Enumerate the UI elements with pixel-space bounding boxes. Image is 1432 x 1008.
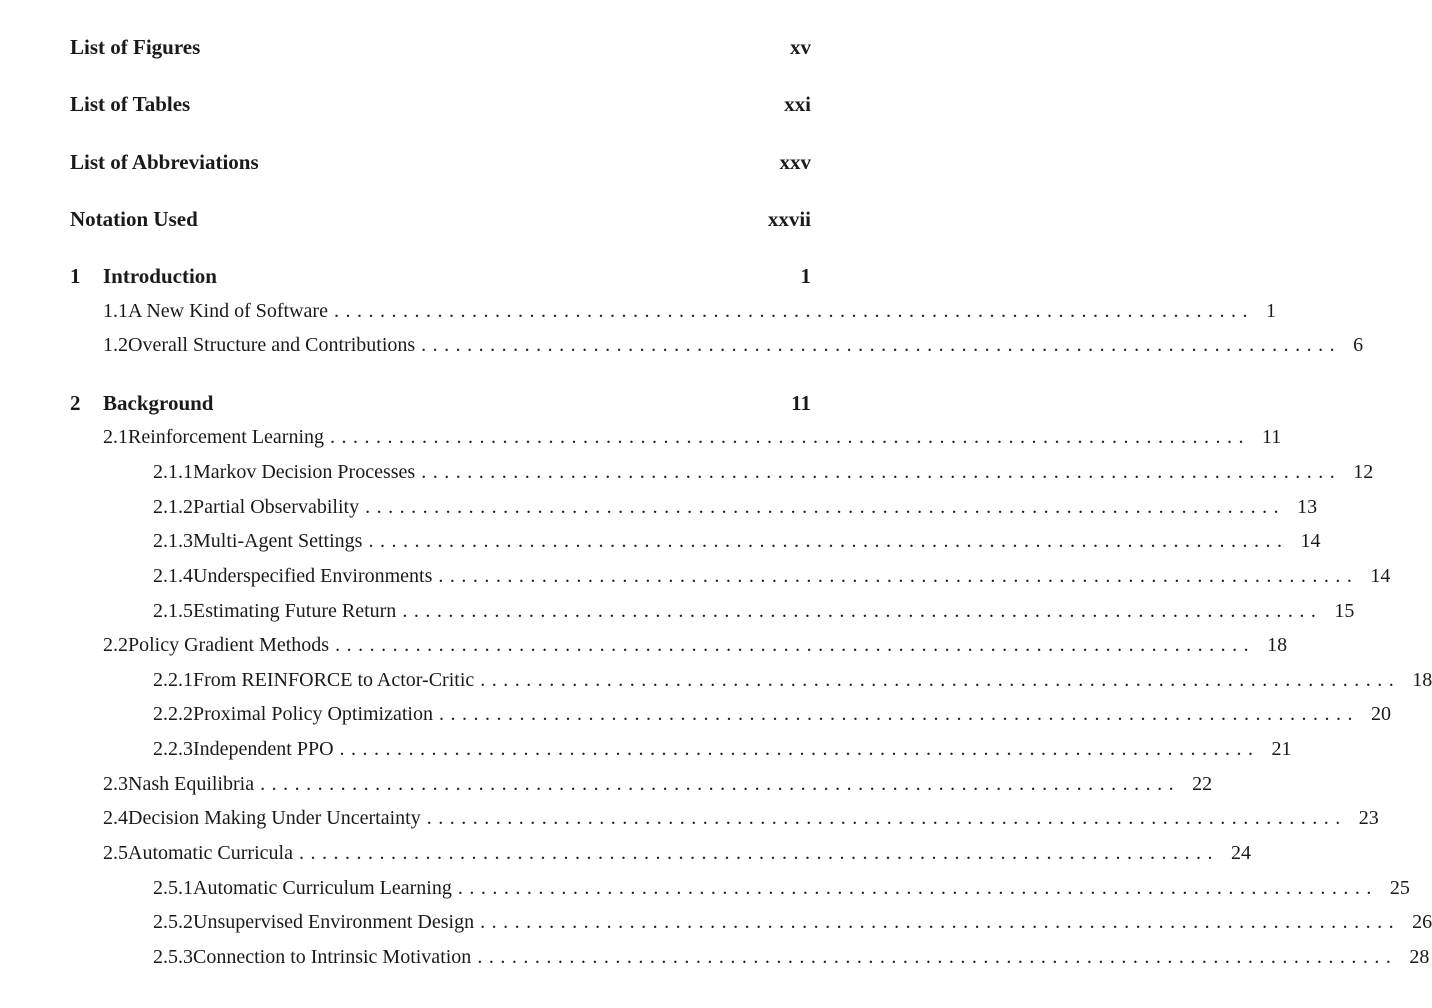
- toc-subsection-2-2-3[interactable]: [70, 736, 1292, 762]
- section-page-number: 1: [1265, 300, 1276, 322]
- dot-leader: ................................................................................: [457, 877, 1378, 899]
- toc-subsection-2-2-1[interactable]: [70, 667, 1432, 693]
- subsection-number: 2.5.1: [153, 877, 193, 899]
- section-page-number: 22: [1192, 773, 1213, 795]
- subsection-number: 2.2.3: [153, 738, 193, 760]
- subsection-page-number: 28: [1409, 946, 1430, 968]
- chapter-number: 1: [70, 264, 81, 288]
- section-page-number: 23: [1358, 807, 1379, 829]
- section-number: 2.1: [103, 426, 128, 448]
- toc-subsection-2-1-4[interactable]: [70, 563, 1391, 589]
- toc-section-1-2[interactable]: [70, 332, 1364, 358]
- dot-leader: ................................................................................: [339, 738, 1260, 760]
- dot-leader: ................................................................................: [333, 300, 1254, 322]
- dot-leader: ................................................................................: [402, 600, 1323, 622]
- entry-page-number: xxi: [784, 92, 811, 116]
- toc-section-2-5[interactable]: [70, 840, 1251, 866]
- toc-chapter-2[interactable]: [70, 390, 811, 416]
- toc-section-2-1[interactable]: [70, 424, 1282, 450]
- chapter-number: 2: [70, 391, 81, 415]
- subsection-page-number: 14: [1370, 565, 1391, 587]
- toc-subsection-2-1-1[interactable]: [70, 459, 1374, 485]
- toc-subsection-2-5-3[interactable]: [70, 944, 1430, 970]
- subsection-number: 2.5.2: [153, 911, 193, 933]
- subsection-title: Automatic Curriculum Learning: [193, 877, 452, 899]
- entry-title: List of Figures: [70, 35, 201, 59]
- toc-subsection-2-1-3[interactable]: [70, 528, 1321, 554]
- dot-leader: ................................................................................: [365, 496, 1286, 518]
- toc-subsection-2-5-1[interactable]: [70, 875, 1410, 901]
- section-title: Decision Making Under Uncertainty: [128, 807, 421, 829]
- toc-subsection-2-1-2[interactable]: [70, 494, 1318, 520]
- subsection-title: Independent PPO: [193, 738, 334, 760]
- dot-leader: ................................................................................: [438, 703, 1359, 725]
- section-number: 2.5: [103, 842, 128, 864]
- section-title: Nash Equilibria: [128, 773, 255, 795]
- subsection-number: 2.1.3: [153, 530, 193, 552]
- dot-leader: ................................................................................: [426, 807, 1347, 829]
- subsection-page-number: 26: [1412, 911, 1432, 933]
- subsection-title: Estimating Future Return: [193, 600, 397, 622]
- toc-subsection-2-5-2[interactable]: [70, 909, 1432, 935]
- dot-leader: ................................................................................: [438, 565, 1359, 587]
- toc-subsection-2-1-5[interactable]: [70, 598, 1355, 624]
- subsection-title: Partial Observability: [193, 496, 360, 518]
- toc-entry-notation-used[interactable]: [70, 206, 811, 232]
- subsection-title: Markov Decision Processes: [193, 461, 416, 483]
- toc-section-1-1[interactable]: [70, 298, 1276, 324]
- entry-page-number: xxv: [779, 150, 811, 174]
- section-number: 2.2: [103, 634, 128, 656]
- entry-page-number: xxvii: [767, 207, 811, 231]
- dot-leader: ................................................................................: [368, 530, 1289, 552]
- chapter-page-number: 11: [791, 391, 811, 415]
- entry-page-number: xv: [790, 35, 811, 59]
- subsection-number: 2.5.3: [153, 946, 193, 968]
- entry-title: List of Tables: [70, 92, 191, 116]
- dot-leader: ................................................................................: [421, 334, 1342, 356]
- section-title: Automatic Curricula: [128, 842, 293, 864]
- toc-section-2-2[interactable]: [70, 632, 1288, 658]
- section-number: 2.3: [103, 773, 128, 795]
- subsection-title: Connection to Intrinsic Motivation: [193, 946, 472, 968]
- section-title: A New Kind of Software: [128, 300, 328, 322]
- toc-entry-list-of-tables[interactable]: [70, 91, 811, 117]
- toc-section-2-3[interactable]: [70, 771, 1213, 797]
- toc-entry-list-of-abbreviations[interactable]: [70, 149, 811, 175]
- toc-section-2-4[interactable]: [70, 805, 1379, 831]
- subsection-page-number: 14: [1300, 530, 1321, 552]
- subsection-page-number: 13: [1297, 496, 1318, 518]
- entry-title: List of Abbreviations: [70, 150, 259, 174]
- dot-leader: ................................................................................: [298, 842, 1219, 864]
- subsection-title: Multi-Agent Settings: [193, 530, 363, 552]
- chapter-page-number: 1: [800, 264, 811, 288]
- dot-leader: ................................................................................: [480, 911, 1401, 933]
- subsection-page-number: 25: [1389, 877, 1410, 899]
- subsection-number: 2.1.5: [153, 600, 193, 622]
- subsection-number: 2.2.1: [153, 669, 193, 691]
- section-page-number: 11: [1262, 426, 1282, 448]
- dot-leader: ................................................................................: [260, 773, 1181, 795]
- toc-chapter-1[interactable]: [70, 263, 811, 289]
- subsection-title: Unsupervised Environment Design: [193, 911, 475, 933]
- subsection-page-number: 20: [1370, 703, 1391, 725]
- dot-leader: ................................................................................: [335, 634, 1256, 656]
- dot-leader: ................................................................................: [480, 669, 1401, 691]
- subsection-title: Proximal Policy Optimization: [193, 703, 433, 725]
- section-title: Overall Structure and Contributions: [128, 334, 416, 356]
- section-number: 1.1: [103, 300, 128, 322]
- subsection-page-number: 21: [1271, 738, 1292, 760]
- section-number: 1.2: [103, 334, 128, 356]
- subsection-page-number: 18: [1412, 669, 1432, 691]
- subsection-title: From REINFORCE to Actor-Critic: [193, 669, 475, 691]
- subsection-page-number: 12: [1353, 461, 1374, 483]
- chapter-title: Introduction: [103, 264, 217, 288]
- section-page-number: 6: [1353, 334, 1364, 356]
- section-title: Policy Gradient Methods: [128, 634, 330, 656]
- subsection-number: 2.1.1: [153, 461, 193, 483]
- section-page-number: 18: [1267, 634, 1288, 656]
- entry-title: Notation Used: [70, 207, 198, 231]
- toc-subsection-2-2-2[interactable]: [70, 701, 1391, 727]
- section-number: 2.4: [103, 807, 128, 829]
- subsection-page-number: 15: [1334, 600, 1355, 622]
- section-title: Reinforcement Learning: [128, 426, 325, 448]
- chapter-title: Background: [103, 391, 214, 415]
- dot-leader: ................................................................................: [421, 461, 1342, 483]
- subsection-number: 2.1.4: [153, 565, 193, 587]
- subsection-number: 2.2.2: [153, 703, 193, 725]
- subsection-number: 2.1.2: [153, 496, 193, 518]
- section-page-number: 24: [1230, 842, 1251, 864]
- subsection-title: Underspecified Environments: [193, 565, 433, 587]
- dot-leader: ................................................................................: [330, 426, 1251, 448]
- dot-leader: ................................................................................: [477, 946, 1398, 968]
- toc-entry-list-of-figures[interactable]: [70, 34, 811, 60]
